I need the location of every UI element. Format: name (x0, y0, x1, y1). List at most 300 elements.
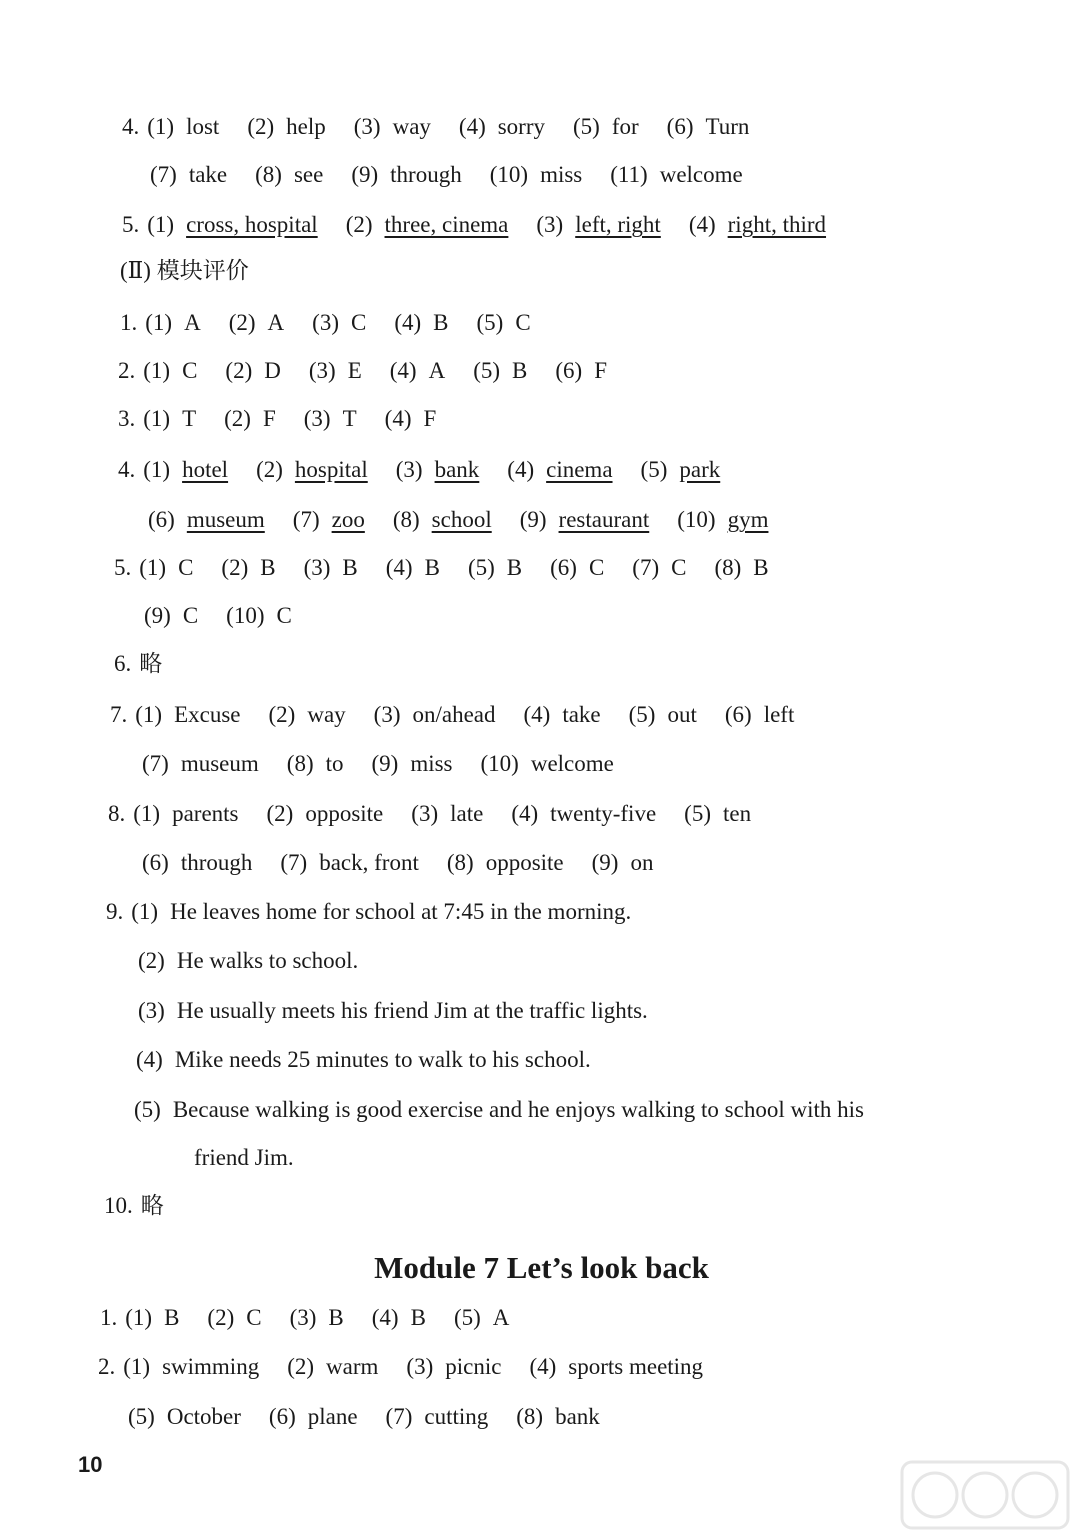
item-label: (10) (480, 751, 519, 776)
answer-item (144, 601, 198, 631)
answer-item (351, 160, 461, 190)
question-number: 4. (122, 114, 140, 139)
answer-text: way (307, 702, 346, 727)
item-label: (2) (247, 114, 275, 139)
answer-line (118, 404, 464, 434)
question-number: 5. (122, 212, 140, 237)
item-label: (3) (536, 212, 564, 237)
answer-item (133, 799, 238, 829)
answer-text: He leaves home for school at 7:45 in the morning. (170, 899, 632, 924)
answer-item (481, 749, 614, 779)
answer-text: B (410, 1305, 426, 1330)
answer-text: lost (186, 114, 220, 139)
answer-text: on (630, 850, 654, 875)
answer-item (406, 1352, 501, 1382)
answer-item (524, 700, 601, 730)
item-label: (9) (591, 850, 619, 875)
answer-item (396, 455, 480, 485)
answer-text: A (428, 358, 446, 383)
answer-line (110, 700, 822, 730)
answer-item (143, 404, 196, 434)
answer-text: 略 (139, 651, 163, 676)
item-label: (2) (287, 1354, 315, 1379)
answer-text: C (350, 310, 367, 335)
answer-item (592, 848, 654, 878)
answer-item (143, 455, 228, 485)
answer-item (529, 1352, 703, 1382)
item-label: (5) (134, 1097, 161, 1122)
question-number: 6. (114, 651, 132, 676)
answer-text: He usually meets his friend Jim at the traffic lights. (176, 998, 648, 1023)
item-label: (2) (345, 212, 373, 237)
item-label: (7) (142, 751, 169, 776)
item-label: (5) (128, 1404, 155, 1429)
answer-text: D (264, 358, 281, 383)
item-label: (4) (371, 1305, 399, 1330)
item-label: (1) (133, 801, 161, 826)
answer-text: miss (410, 751, 453, 776)
answer-text: welcome (530, 751, 614, 776)
answer-text: see (293, 162, 324, 187)
item-label: (5) (684, 801, 711, 826)
answer-line (98, 1352, 731, 1382)
answer-text: T (342, 406, 357, 431)
question-number: 10. (104, 1193, 133, 1218)
answer-text: sorry (497, 114, 546, 139)
answer-item (667, 112, 750, 142)
answer-text: Mike needs 25 minutes to walk to his school. (174, 1047, 591, 1072)
answer-line (106, 897, 659, 927)
item-label: (2) (224, 406, 251, 431)
answer-item (550, 553, 604, 583)
answer-item (143, 356, 197, 386)
answer-text: F (594, 358, 608, 383)
item-label: (8) (286, 751, 314, 776)
answer-item (256, 455, 368, 485)
answer-item (269, 1402, 358, 1432)
item-label: (7) (280, 850, 308, 875)
answer-text: out (667, 702, 697, 727)
answer-item (194, 1143, 294, 1173)
item-label: (9) (519, 507, 547, 532)
answer-text: B (506, 555, 523, 580)
answer-text: gym (727, 507, 769, 532)
answer-item (477, 308, 531, 338)
answer-text: right, third (727, 212, 827, 237)
item-label: (2) (266, 801, 294, 826)
answer-item (148, 505, 265, 535)
answer-text: C (588, 555, 605, 580)
item-label: (1) (135, 702, 163, 727)
module-heading: Module 7 Let’s look back (374, 1250, 709, 1285)
question-number: 2. (98, 1354, 116, 1379)
item-label: (10) (677, 507, 716, 532)
answer-text: museum (186, 507, 265, 532)
answer-line (148, 505, 796, 535)
item-label: (1) (143, 358, 171, 383)
answer-line (122, 112, 777, 142)
item-label: (8) (516, 1404, 544, 1429)
answer-text: plane (307, 1404, 358, 1429)
answer-text: C (276, 603, 292, 628)
item-label: (5) (473, 358, 501, 383)
answer-item (511, 799, 656, 829)
answer-item (128, 1402, 241, 1432)
answer-item (269, 700, 346, 730)
answer-item (150, 160, 227, 190)
answer-text: Excuse (174, 702, 241, 727)
answer-text: C (515, 310, 531, 335)
item-label: (3) (406, 1354, 434, 1379)
answer-text: bank (434, 457, 480, 482)
question-number: 8. (108, 801, 126, 826)
answer-text: B (512, 358, 528, 383)
answer-item (226, 601, 292, 631)
answer-text: miss (540, 162, 583, 187)
answer-text: cinema (546, 457, 613, 482)
answer-text: ten (722, 801, 752, 826)
answer-text: zoo (331, 507, 365, 532)
answer-text: C (182, 358, 198, 383)
item-label: (3) (373, 702, 401, 727)
answer-item (459, 112, 545, 142)
item-label: (9) (371, 751, 399, 776)
answer-text: C (671, 555, 687, 580)
answer-text: 略 (140, 1193, 164, 1218)
answer-line (100, 1303, 537, 1333)
answer-text: cross, hospital (186, 212, 318, 237)
answer-item (131, 897, 631, 927)
item-label: (1) (147, 212, 175, 237)
answer-item (304, 404, 357, 434)
answer-text: B (342, 555, 358, 580)
answer-item (490, 160, 583, 190)
answer-item (354, 112, 431, 142)
answer-item (293, 505, 365, 535)
answer-line (118, 455, 748, 485)
answer-text: F (262, 406, 276, 431)
answer-item (147, 112, 219, 142)
answer-item (139, 553, 193, 583)
item-label: (3) (138, 998, 165, 1023)
question-number: 7. (110, 702, 128, 727)
item-label: (6) (142, 850, 169, 875)
answer-item (374, 700, 496, 730)
item-label: (2) (268, 702, 296, 727)
answer-text: through (390, 162, 462, 187)
item-label: (5) (573, 114, 600, 139)
answer-item (134, 1095, 864, 1125)
answer-line (114, 649, 190, 679)
item-label: (1) (131, 899, 159, 924)
answer-line (194, 1143, 322, 1173)
answer-item (411, 799, 483, 829)
answer-line (142, 848, 681, 878)
answer-text: warm (326, 1354, 379, 1379)
answer-item (267, 799, 384, 829)
answer-text: swimming (162, 1354, 260, 1379)
answer-item (138, 996, 648, 1026)
answer-item (714, 553, 768, 583)
answer-line (108, 799, 779, 829)
answer-line (122, 210, 854, 240)
answer-item (677, 505, 768, 535)
answer-item (147, 210, 317, 240)
answer-item (629, 700, 697, 730)
answer-text: left, right (575, 212, 661, 237)
answer-item (385, 404, 437, 434)
answer-text: B (433, 310, 449, 335)
answer-text: on/ahead (412, 702, 496, 727)
answer-item (641, 455, 721, 485)
answer-text: F (423, 406, 437, 431)
answer-text: He walks to school. (176, 948, 359, 973)
answer-item (372, 749, 453, 779)
answer-item (207, 1303, 261, 1333)
answer-item (135, 700, 240, 730)
answer-text: opposite (485, 850, 564, 875)
question-number: 9. (106, 899, 124, 924)
item-label: (7) (632, 555, 660, 580)
item-label: (6) (268, 1404, 296, 1429)
answer-text: E (347, 358, 362, 383)
answer-line (134, 1095, 892, 1125)
answer-text: sports meeting (568, 1354, 704, 1379)
section-label: (Ⅱ) 模块评价 (120, 258, 249, 283)
answer-text: Turn (705, 114, 750, 139)
item-label: (3) (395, 457, 423, 482)
item-label: (7) (150, 162, 177, 187)
answer-item (507, 455, 612, 485)
item-label: (2) (138, 948, 165, 973)
answer-item (136, 1045, 591, 1075)
answer-text: B (753, 555, 769, 580)
item-label: (4) (136, 1047, 163, 1072)
answer-item (225, 356, 280, 386)
answer-text: C (178, 555, 194, 580)
answer-item (516, 1402, 600, 1432)
item-label: (4) (389, 358, 417, 383)
answer-item (346, 210, 509, 240)
item-label: (2) (207, 1305, 235, 1330)
item-label: (2) (225, 358, 253, 383)
item-label: (4) (384, 406, 412, 431)
answer-line (104, 1191, 192, 1221)
question-number: 1. (120, 310, 138, 335)
item-label: (8) (714, 555, 742, 580)
answer-text: hospital (294, 457, 368, 482)
item-label: (8) (392, 507, 420, 532)
answer-text: picnic (445, 1354, 502, 1379)
item-label: (3) (303, 555, 331, 580)
answer-text: take (188, 162, 228, 187)
question-number: 1. (100, 1305, 118, 1330)
answer-line (150, 160, 771, 190)
question-number: 2. (118, 358, 136, 383)
answer-item (287, 1352, 378, 1382)
page-number: 10 (78, 1452, 103, 1477)
answer-item (520, 505, 650, 535)
question-number: 4. (118, 457, 136, 482)
answer-text: A (184, 310, 201, 335)
item-label: (10) (489, 162, 529, 187)
item-label: (5) (640, 457, 668, 482)
answer-item (689, 210, 826, 240)
answer-item (138, 946, 358, 976)
answer-item (386, 553, 440, 583)
answer-text: Because walking is good exercise and he enjoys walking to school with his (172, 1097, 864, 1122)
answer-text: A (267, 310, 285, 335)
item-label: (6) (555, 358, 583, 383)
answer-line (128, 1402, 628, 1432)
answer-text: school (431, 507, 492, 532)
answer-item (386, 1402, 489, 1432)
item-label: (2) (221, 555, 249, 580)
answer-text: museum (180, 751, 259, 776)
answer-item (142, 848, 252, 878)
answer-item (536, 210, 660, 240)
item-label: (3) (308, 358, 336, 383)
item-label: (1) (147, 114, 175, 139)
item-label: (1) (143, 457, 171, 482)
answer-item (229, 308, 284, 338)
answer-item (390, 356, 445, 386)
answer-item (555, 356, 607, 386)
answer-text: cutting (424, 1404, 489, 1429)
item-label: (11) (610, 162, 648, 187)
item-label: (5) (628, 702, 656, 727)
answer-item (447, 848, 564, 878)
answer-item (145, 308, 200, 338)
answer-text: through (180, 850, 253, 875)
answer-text: parents (172, 801, 239, 826)
item-label: (4) (523, 702, 551, 727)
item-label: (7) (385, 1404, 413, 1429)
answer-item (247, 112, 325, 142)
item-label: (5) (467, 555, 495, 580)
answer-text: B (260, 555, 276, 580)
item-label: (5) (476, 310, 504, 335)
answer-item (610, 160, 742, 190)
item-label: (1) (139, 555, 167, 580)
item-label: (3) (312, 310, 339, 335)
answer-line (114, 553, 797, 583)
answer-text: left (763, 702, 795, 727)
item-label: (4) (507, 457, 535, 482)
item-label: (4) (688, 212, 716, 237)
answer-line (136, 1045, 619, 1075)
answer-text: bank (555, 1404, 600, 1429)
answer-item (224, 404, 276, 434)
item-label: (6) (724, 702, 752, 727)
answer-item (142, 749, 259, 779)
item-label: (4) (458, 114, 486, 139)
answer-text: hotel (182, 457, 229, 482)
answer-text: C (182, 603, 199, 628)
item-label: (4) (529, 1354, 557, 1379)
answer-text: B (164, 1305, 180, 1330)
answer-text: three, cinema (384, 212, 509, 237)
item-label: (3) (289, 1305, 317, 1330)
item-label: (9) (144, 603, 171, 628)
answer-text: help (286, 114, 326, 139)
item-label: (10) (226, 603, 265, 628)
answer-text: friend Jim. (194, 1145, 294, 1170)
answer-text: October (166, 1404, 241, 1429)
item-label: (8) (255, 162, 282, 187)
answer-item (123, 1352, 259, 1382)
answer-text: late (450, 801, 484, 826)
answer-line (142, 749, 642, 779)
answer-item (312, 308, 366, 338)
answer-item (287, 749, 344, 779)
answer-item (221, 553, 275, 583)
item-label: (6) (550, 555, 577, 580)
answer-item (141, 1191, 164, 1221)
item-label: (4) (511, 801, 539, 826)
item-label: (5) (453, 1305, 481, 1330)
item-label: (3) (353, 114, 381, 139)
item-label: (8) (446, 850, 474, 875)
item-label: (1) (123, 1354, 151, 1379)
answer-item (468, 553, 522, 583)
answer-item (394, 308, 448, 338)
answer-line (144, 601, 320, 631)
item-label: (6) (148, 507, 175, 532)
item-label: (7) (292, 507, 320, 532)
answer-text: C (246, 1305, 262, 1330)
answer-text: way (392, 114, 431, 139)
watermark-logo (900, 1460, 1070, 1530)
answer-text: take (562, 702, 601, 727)
answer-text: back, front (319, 850, 419, 875)
answer-item (684, 799, 751, 829)
answer-text: restaurant (558, 507, 650, 532)
answer-text: for (611, 114, 639, 139)
question-number: 5. (114, 555, 132, 580)
answer-text: B (424, 555, 440, 580)
answer-text: opposite (305, 801, 384, 826)
answer-item (372, 1303, 426, 1333)
item-label: (1) (145, 310, 173, 335)
answer-line (120, 308, 559, 338)
item-label: (2) (228, 310, 256, 335)
answer-item (255, 160, 323, 190)
answer-line (118, 356, 635, 386)
answer-text: to (325, 751, 344, 776)
item-label: (2) (256, 457, 283, 482)
answer-text: T (182, 406, 197, 431)
item-label: (3) (303, 406, 331, 431)
answer-item (304, 553, 358, 583)
answer-item (139, 649, 162, 679)
item-label: (1) (125, 1305, 153, 1330)
answer-text: A (492, 1305, 510, 1330)
answer-text: twenty-five (550, 801, 657, 826)
answer-item (280, 848, 418, 878)
question-number: 3. (118, 406, 136, 431)
item-label: (4) (394, 310, 422, 335)
answer-item (473, 356, 527, 386)
answer-line (138, 946, 386, 976)
item-label: (9) (351, 162, 379, 187)
answer-item (632, 553, 686, 583)
answer-item (393, 505, 492, 535)
item-label: (6) (666, 114, 694, 139)
answer-text: welcome (659, 162, 743, 187)
answer-item (125, 1303, 179, 1333)
answer-line (138, 996, 676, 1026)
